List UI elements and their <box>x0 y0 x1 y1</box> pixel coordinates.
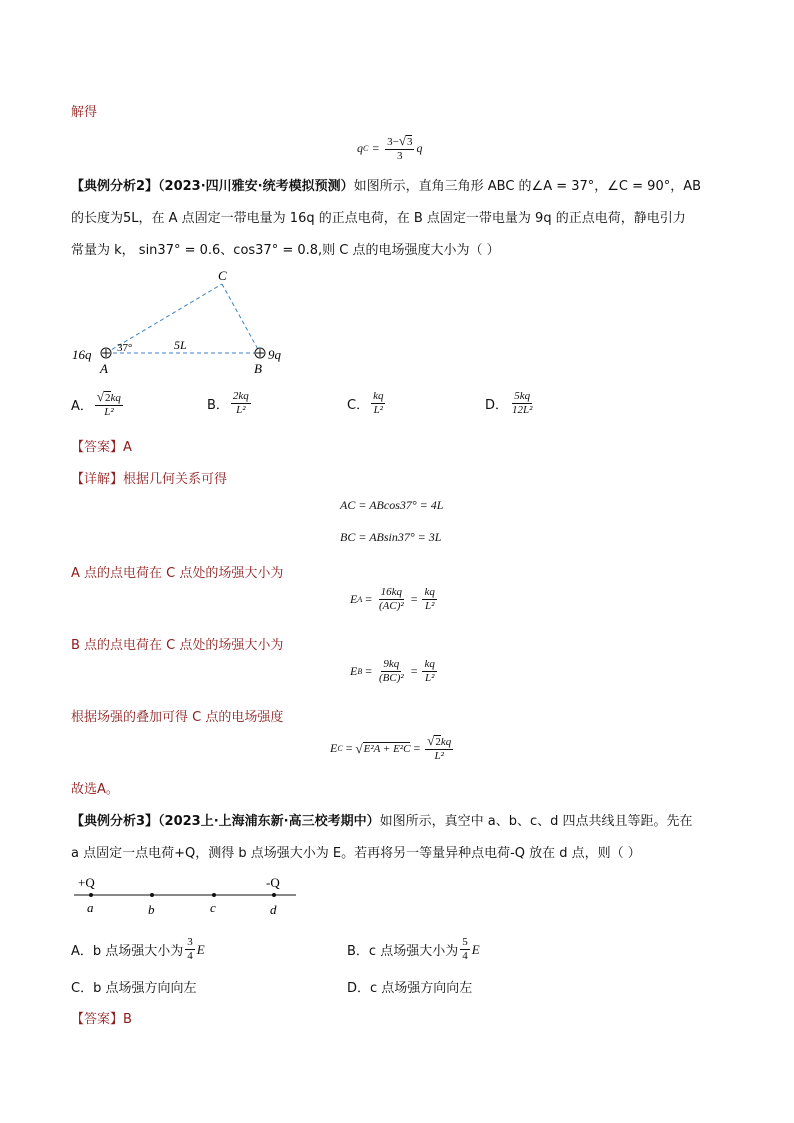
triangle-figure <box>70 268 300 378</box>
ex2-option-b[interactable]: B． $\frac{2kq}{\text{L²}}$ <box>207 390 249 416</box>
equation-ec: E C = √ E²A + E²C = $\frac{√2kq}{\text{L²}}$ <box>330 733 452 762</box>
point-d: d <box>270 902 277 917</box>
example2-line2: 的长度为5L，在 A 点固定一带电量为 16q 的正点电荷，在 B 点固定一带电量为 9q 的正点电荷，静电引力 <box>71 211 686 226</box>
angle-label: 37° <box>117 342 133 354</box>
ex3-option-c[interactable]: C．b 点场强方向向左 <box>71 981 197 996</box>
line-superposition: 根据场强的叠加可得 C 点的电场强度 <box>71 710 284 725</box>
charge-b-label: 9q <box>268 347 281 362</box>
point-c-label: C <box>218 268 227 283</box>
side-bc <box>222 284 260 353</box>
equation-ea: E A = $\frac{16kq}{\text{(AC)²}}$ = $\frac{kq}{\text{L²}}$ <box>350 586 435 612</box>
charge-a-label: 16q <box>72 347 92 362</box>
ex2-option-a[interactable]: A． $\frac{√2kq}{\text{L²}}$ <box>71 389 121 418</box>
example3-line2: a 点固定一点电荷+Q，测得 b 点场强大小为 E。若再将另一等量异种点电荷-Q 放在 d 点，则（ ） <box>71 846 641 861</box>
point-a-label: A <box>100 361 108 376</box>
point-b-label: B <box>254 361 262 376</box>
example2-line3: 常量为 k， sin37° = 0.6、cos37° = 0.8,则 C 点的电场强度大小为（ ） <box>71 243 500 258</box>
line-points-figure <box>70 870 300 920</box>
ex2-option-c[interactable]: C． $\frac{kq}{\text{L²}}$ <box>347 390 384 416</box>
ex3-option-d[interactable]: D．c 点场强方向向左 <box>347 981 473 996</box>
ex3-option-a[interactable]: A． b 点场强大小为 $\frac{3}{4}$ E <box>71 936 205 962</box>
ex2-detail: 【详解】根据几何关系可得 <box>71 472 228 487</box>
line-field-a: A 点的点电荷在 C 点处的场强大小为 <box>71 566 284 581</box>
ex3-option-b[interactable]: B． c 点场强大小为 $\frac{5}{4}$ E <box>347 936 480 962</box>
side-length-label: 5L <box>174 338 187 352</box>
minus-q-label: -Q <box>266 875 280 890</box>
equation-ac: AC = ABcos37° = 4L <box>340 498 444 512</box>
solve-label: 解得 <box>71 105 98 120</box>
point-c: c <box>210 900 216 915</box>
ex2-answer: 【答案】A <box>71 440 132 455</box>
point-b: b <box>148 902 155 917</box>
point-a: a <box>87 900 94 915</box>
equation-qc: q C = $\frac{3-√3}{3}$ q <box>357 133 423 162</box>
ex3-answer: 【答案】B <box>71 1012 132 1027</box>
equation-eb: E B = $\frac{9kq}{\text{(BC)²}}$ = $\frac{kq}{\text{L²}}$ <box>350 658 435 684</box>
line-field-b: B 点的点电荷在 C 点处的场强大小为 <box>71 638 284 653</box>
ex2-option-d[interactable]: D． $\frac{5kq}{\text{12L²}}$ <box>485 390 533 416</box>
plus-q-label: +Q <box>78 875 95 890</box>
equation-bc: BC = ABsin37° = 3L <box>340 530 442 544</box>
ex2-conclusion: 故选A。 <box>71 782 119 797</box>
example2-line1: 【典例分析2】（2023·四川雅安·统考模拟预测）如图所示，直角三角形 ABC 的∠A = 37°，∠C = 90°，AB <box>71 179 702 194</box>
example3-line1: 【典例分析3】（2023上·上海浦东新·高三校考期中）如图所示，真空中 a、b、c、d 四点共线且等距。先在 <box>71 814 693 829</box>
